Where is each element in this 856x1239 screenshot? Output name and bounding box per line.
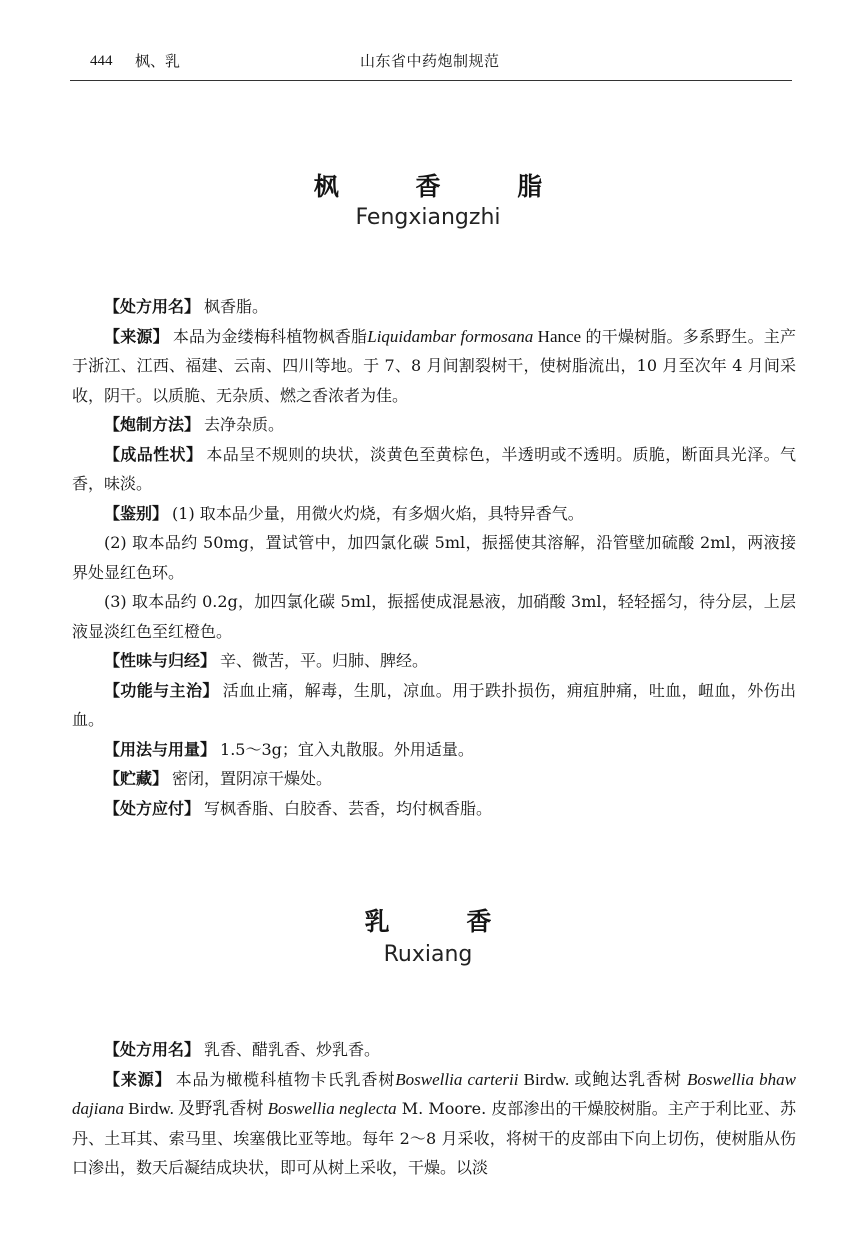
nature-paragraph: [72, 646, 796, 676]
section-label: 【处方用名】: [104, 297, 201, 316]
rx-name-paragraph: [72, 292, 796, 322]
section-label: 【处方用名】: [104, 1040, 201, 1059]
dispensing-paragraph: [72, 794, 796, 824]
section-label: 【贮藏】: [104, 769, 169, 788]
section-label: 【功能与主治】: [104, 680, 219, 700]
paragraph-text: 1.5～3g；宜入丸散服。外用适量。: [220, 739, 474, 759]
paragraph-text: M. Moore. 皮部渗出的干燥胶树脂。主产于利比亚、苏丹、土耳其、索马里、埃塞俄比亚等地。每年 2～8 月采收，将树干的皮部由下向上切伤，使树脂从伤口渗出，数天后凝结成块状，即可从树上采收，干燥。以淡: [72, 1099, 796, 1177]
paragraph-text: (1) 取本品少量，用微火灼烧，有多烟火焰，具特异香气。: [172, 503, 584, 523]
function-paragraph: [72, 676, 796, 735]
page-number: 444: [90, 53, 113, 69]
book-title: 山东省中药炮制规范: [360, 52, 500, 70]
entry-title: 乳 香: [364, 907, 526, 936]
section-label: 【来源】: [104, 326, 169, 346]
entry-title: 枫 香 脂: [313, 172, 577, 201]
running-header: [70, 50, 792, 81]
paragraph-text: Birdw. 或鲍达乳香树: [518, 1069, 687, 1089]
section-label: 【用法与用量】: [104, 739, 217, 759]
section-label: 【成品性状】: [104, 444, 203, 464]
source-paragraph: [72, 1065, 796, 1183]
latin-name: Boswellia carterii: [395, 1069, 519, 1089]
latin-name: Liquidambar formosana: [367, 326, 534, 346]
entry-body: [72, 292, 796, 823]
paragraph-text: 的干燥树脂。多系野生。主产于浙江、江西、福建、云南、四川等地。于 7、8 月间割裂树干，使树脂流出，10 月至次年 4 月间采收，阴干。以质脆、无杂质、燃之香浓者为佳。: [72, 326, 796, 405]
product-paragraph: [72, 440, 796, 499]
paragraph-text: 密闭，置阴凉干燥处。: [172, 769, 333, 788]
paragraph-text: 本品呈不规则的块状，淡黄色至黄棕色，半透明或不透明。质脆，断面具光泽。气香，味淡。: [72, 444, 796, 493]
paragraph-text: 本品为金缕梅科植物枫香脂: [172, 326, 368, 346]
latin-name: Boswellia bhaw dajiana: [72, 1069, 796, 1118]
section-label: 【鉴别】: [104, 503, 169, 523]
section-label: 【性味与归经】: [104, 651, 217, 670]
paragraph-text: 活血止痛，解毒，生肌，凉血。用于跌扑损伤，痈疽肿痛，吐血，衄血，外伤出血。: [72, 680, 796, 729]
paragraph-text: 写枫香脂、白胶香、芸香，均付枫香脂。: [204, 798, 493, 818]
paragraph-text: 本品为橄榄科植物卡氏乳香树: [175, 1069, 396, 1089]
latin-name: Boswellia neglecta: [267, 1099, 397, 1118]
entry-pinyin: Fengxiangzhi: [355, 205, 501, 230]
paragraph-text: 枫香脂。: [204, 297, 269, 316]
paragraph-text: 乳香、醋乳香、炒乳香。: [204, 1040, 381, 1059]
storage-paragraph: [72, 764, 796, 794]
source-paragraph: [72, 322, 796, 411]
author-name: Hance: [533, 326, 586, 346]
identification-paragraph: (3) 取本品约 0.2g，加四氯化碳 5ml，振摇使成混悬液，加硝酸 3ml，轻轻摇匀，待分层，上层液显淡红色至红橙色。: [72, 592, 796, 641]
rx-name-paragraph: [72, 1035, 796, 1065]
section-label: 枫、乳: [135, 52, 181, 70]
method-paragraph: [72, 410, 796, 440]
identification-paragraph: [72, 499, 796, 529]
section-label: 【炮制方法】: [104, 415, 201, 434]
paragraph-text: 去净杂质。: [204, 415, 285, 434]
paragraph-text: 辛、微苦，平。归肺、脾经。: [220, 651, 429, 670]
identification-paragraph: (2) 取本品约 50mg，置试管中，加四氯化碳 5ml，振摇使其溶解，沿管壁加硫酸 2ml，两液接界处显红色环。: [72, 533, 796, 582]
entry-body: [72, 1035, 796, 1183]
section-label: 【来源】: [104, 1069, 172, 1089]
paragraph-text: Birdw. 及野乳香树: [123, 1099, 268, 1118]
section-label: 【处方应付】: [104, 798, 201, 818]
dosage-paragraph: [72, 735, 796, 765]
entry-pinyin: Ruxiang: [383, 942, 473, 967]
